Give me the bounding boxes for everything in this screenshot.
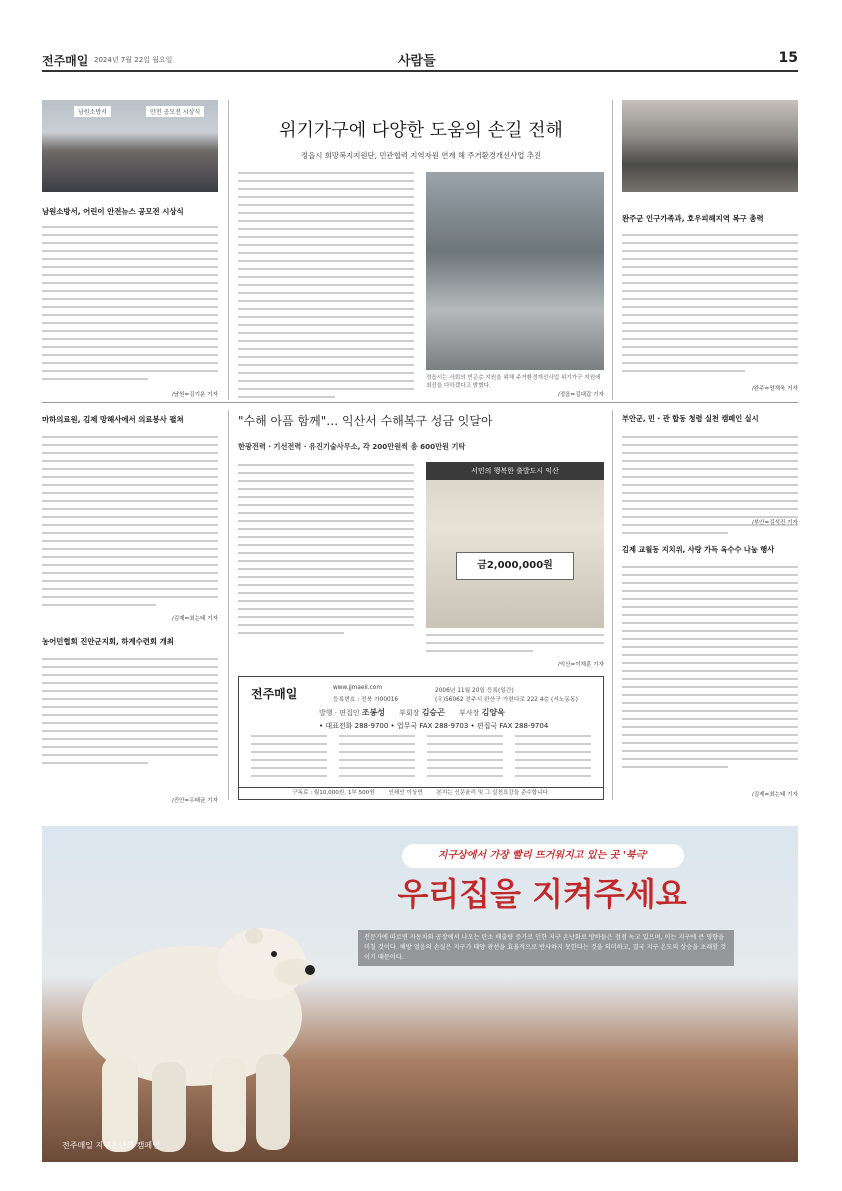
article-headline: 남원소방서, 어린이 안전뉴스 공모전 시상식 [42, 207, 184, 216]
article-body [622, 234, 798, 378]
vice-label: 부회장 [399, 709, 420, 717]
contact-phones: • 대표전화 288-9700 • 업무국 FAX 288-9703 • 편집국 FAX 288-9704 [319, 722, 549, 730]
director-label: 부사장 [459, 709, 480, 717]
article-headline: 농어민협회 진안군지회, 하계수련회 개최 [42, 637, 174, 646]
ethics-note: 본지는 신문윤리 및 그 실천요강을 준수합니다. [436, 790, 550, 796]
photo-banner: 남원소방서 [74, 106, 111, 117]
article-photo [42, 100, 218, 192]
article-byline: /부안=김석진 기자 [751, 520, 798, 526]
article-body [42, 226, 218, 386]
article-headline: 완주군 인구가족과, 호우피해지역 복구 총력 [622, 214, 764, 223]
article-body [238, 464, 414, 640]
article-body [238, 172, 414, 404]
issue-date: 2024년 7월 22일 월요일 [94, 56, 173, 64]
article-subheadline: 정읍시 희망복지지원단, 민관협력 지역자원 연계 해 주거환경개선사업 추진 [300, 151, 542, 160]
column-divider [228, 100, 229, 400]
subscription-price: 구독료 : 월10,000원, 1부 500원 [292, 790, 375, 796]
article-byline: /김제=최는태 기자 [751, 792, 798, 798]
info-reg-date: 2006년 11월 20일 등록(일간) [435, 688, 514, 694]
article-body [42, 658, 218, 770]
article-photo [426, 462, 604, 628]
ad-body-text: 전문가에 따르면 자동차와 공장에서 나오는 탄소 배출량 증가로 인한 지구 온난화로 방하들은 점점 녹고 있으며, 이는 지구에 큰 영향을 미칠 것이다. 해방 얼음의 손실은 지구가 태양 광선을 효율적으로 반사하지 못한다는 것을 의미하고, 결국 지구 온도의 상승을 초래할 것이기 때문이다. [358, 930, 734, 966]
ad-headline: 우리집을 지켜주세요 [397, 875, 687, 913]
director-name: 김양욱 [481, 708, 505, 717]
vice-name: 김승곤 [421, 708, 445, 717]
polar-bear-illustration [42, 866, 342, 1162]
ad-tagline: 지구상에서 가장 빨리 뜨거워지고 있는 곳 '북극' [402, 844, 684, 868]
section-name: 사람들 [398, 54, 436, 69]
ad-credit: 전주매일 지구온난화 캠페인 [62, 1141, 160, 1150]
article-byline: /진안=우태균 기자 [171, 798, 218, 804]
article-headline: "수해 아픔 함께"… 익산서 수해복구 성금 잇달아 [238, 414, 493, 428]
article-headline: 위기가구에 다양한 도움의 손길 전해 [279, 120, 563, 141]
article-subheadline: 한광전력 · 기선전력 · 유진기술사무소, 각 200만원씩 총 600만원 기탁 [238, 442, 466, 451]
article-byline: /남원=김기운 기자 [171, 392, 218, 398]
publisher-name: 조봉성 [361, 708, 385, 717]
info-address: (우)56062 전주시 완산구 가련다로 222 4층 (서노동동) [435, 697, 578, 703]
info-logo: 전주매일 [251, 687, 298, 701]
article-byline: /정읍=김대갑 기자 [557, 392, 604, 398]
article-body [426, 634, 604, 658]
masthead [42, 50, 798, 72]
article-byline: /완주=엄재욱 기자 [751, 386, 798, 392]
column-divider [228, 410, 229, 800]
article-headline: 부안군, 민 · 관 합동 청렴 실천 캠페인 실시 [622, 414, 759, 423]
article-photo [426, 172, 604, 370]
newspaper-name: 전주매일 [42, 54, 89, 68]
photo-banner: 안전 공모전 시상식 [146, 106, 204, 117]
section-divider [42, 402, 798, 403]
page-number: 15 [778, 50, 798, 66]
donation-check: 금2,000,000원 [456, 552, 574, 580]
article-byline: /김제=최는태 기자 [171, 616, 218, 622]
info-url: www.jjmaeil.com [333, 685, 382, 691]
publisher-label: 발행 · 편집인 [319, 709, 360, 717]
article-byline: /익산=이재훈 기자 [557, 662, 604, 668]
publisher-info-box [238, 676, 604, 800]
bureau-directory [251, 735, 591, 785]
info-reg: 등록번호 : 전북 가00016 [333, 697, 399, 703]
article-headline: 김제 교월동 지치위, 사랑 가득 옥수수 나눔 행사 [622, 545, 775, 554]
printer: 인쇄인 이상면 [388, 790, 423, 796]
climate-ad [42, 826, 798, 1162]
photo-banner: 서민의 행복한 출발도시 익산 [426, 462, 604, 480]
column-divider [612, 100, 613, 400]
column-divider [612, 410, 613, 800]
article-photo [622, 100, 798, 192]
article-body [622, 566, 798, 774]
article-headline: 마하의료원, 김제 망해사에서 의료봉사 펼쳐 [42, 415, 184, 424]
masthead-rule [42, 70, 798, 72]
article-body [42, 436, 218, 612]
photo-caption: 정읍시는 사회의 빈곤층 지원을 위해 주거환경개선사업 위기가구 지원에 최선을 다하겠다고 밝혔다. [426, 375, 601, 389]
